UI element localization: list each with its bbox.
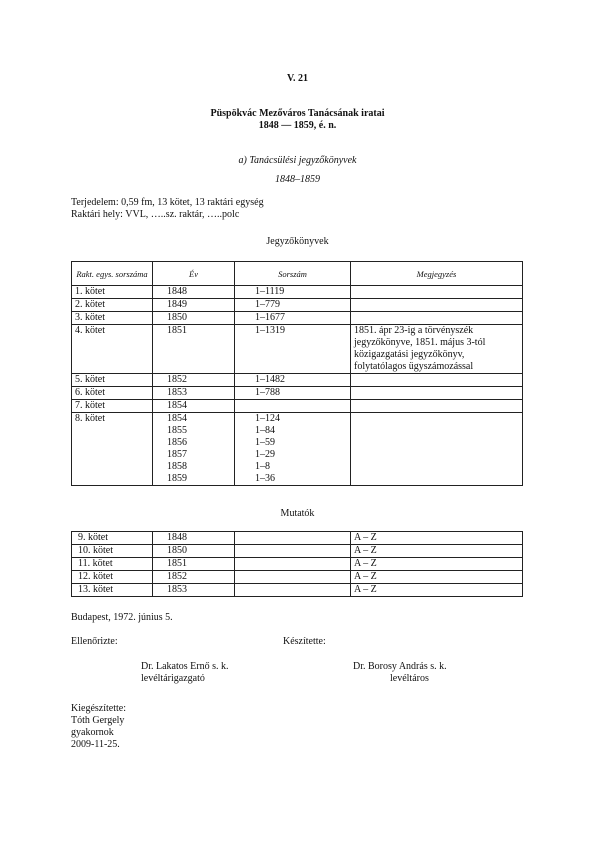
number-value: 1–59 bbox=[255, 437, 275, 448]
checker-name: Dr. Lakatos Ernő s. k. bbox=[141, 661, 229, 672]
extent-line: Terjedelem: 0,59 fm, 13 kötet, 13 raktári egység bbox=[71, 197, 264, 208]
note-cell: A – Z bbox=[351, 571, 523, 584]
year-cell bbox=[153, 400, 235, 413]
number-value: 1–8 bbox=[255, 461, 270, 472]
number-value: 1–779 bbox=[255, 299, 280, 310]
number-value: 1–1677 bbox=[255, 312, 285, 323]
number-value: 1–84 bbox=[255, 425, 275, 436]
note-cell bbox=[351, 374, 523, 387]
table-row bbox=[72, 532, 523, 545]
number-cell bbox=[235, 387, 351, 400]
number-cell bbox=[235, 400, 351, 413]
number-cell bbox=[235, 325, 351, 374]
table-row bbox=[72, 413, 523, 486]
table-row bbox=[72, 325, 523, 374]
unit-cell: 8. kötet bbox=[72, 413, 153, 486]
unit-cell: 12. kötet bbox=[72, 571, 153, 584]
number-value: 1–1482 bbox=[255, 374, 285, 385]
column-header-note: Megjegyzés bbox=[351, 262, 523, 286]
number-value: 1–36 bbox=[255, 473, 275, 484]
document-date-range: 1848 — 1859, é. n. bbox=[258, 120, 337, 131]
table-row bbox=[72, 545, 523, 558]
column-header-year: Év bbox=[153, 262, 235, 286]
minutes-heading: Jegyzőkönyvek bbox=[266, 236, 329, 247]
year-value: 1854 bbox=[167, 413, 187, 424]
year-cell bbox=[153, 299, 235, 312]
year-cell: 1851 bbox=[153, 558, 235, 571]
unit-cell: 6. kötet bbox=[72, 387, 153, 400]
table-row bbox=[72, 400, 523, 413]
supplemented-label: Kiegészítette: bbox=[71, 703, 126, 714]
unit-cell: 11. kötet bbox=[72, 558, 153, 571]
number-cell bbox=[235, 299, 351, 312]
number-cell bbox=[235, 558, 351, 571]
year-value: 1853 bbox=[167, 387, 187, 398]
note-cell: 1851. ápr 23-ig a törvényszék jegyzőkönyve, 1851. május 3-tól közigazgatási jegyzőkönyv, folytatólagos ügyszámozással bbox=[351, 325, 523, 374]
year-value: 1859 bbox=[167, 473, 187, 484]
year-cell bbox=[153, 387, 235, 400]
table-row bbox=[72, 571, 523, 584]
note-cell: A – Z bbox=[351, 558, 523, 571]
year-cell: 1853 bbox=[153, 584, 235, 597]
number-cell bbox=[235, 374, 351, 387]
table-row bbox=[72, 374, 523, 387]
note-cell: A – Z bbox=[351, 545, 523, 558]
unit-cell: 5. kötet bbox=[72, 374, 153, 387]
checked-label: Ellenőrizte: bbox=[71, 636, 118, 647]
number-cell bbox=[235, 545, 351, 558]
number-cell bbox=[235, 571, 351, 584]
unit-cell: 1. kötet bbox=[72, 286, 153, 299]
year-value: 1850 bbox=[167, 312, 187, 323]
indexes-table bbox=[71, 531, 523, 597]
year-value: 1849 bbox=[167, 299, 187, 310]
checker-role: levéltárigazgató bbox=[141, 673, 205, 684]
number-cell bbox=[235, 286, 351, 299]
table-row bbox=[72, 312, 523, 325]
table-row bbox=[72, 387, 523, 400]
table-row bbox=[72, 286, 523, 299]
minutes-header-row bbox=[72, 262, 523, 286]
year-cell: 1850 bbox=[153, 545, 235, 558]
document-title: Püspökvác Mezőváros Tanácsának iratai bbox=[210, 108, 385, 119]
section-years: 1848–1859 bbox=[275, 174, 320, 185]
note-cell bbox=[351, 299, 523, 312]
table-row bbox=[72, 584, 523, 597]
year-value: 1858 bbox=[167, 461, 187, 472]
number-value: 1–124 bbox=[255, 413, 280, 424]
year-cell bbox=[153, 286, 235, 299]
preparer-name: Dr. Borosy András s. k. bbox=[353, 661, 447, 672]
unit-cell: 3. kötet bbox=[72, 312, 153, 325]
number-value: 1–29 bbox=[255, 449, 275, 460]
year-cell bbox=[153, 325, 235, 374]
preparer-role: levéltáros bbox=[390, 673, 429, 684]
number-value: 1–1319 bbox=[255, 325, 285, 336]
column-header-number: Sorszám bbox=[235, 262, 351, 286]
note-cell bbox=[351, 387, 523, 400]
unit-cell: 13. kötet bbox=[72, 584, 153, 597]
note-cell bbox=[351, 400, 523, 413]
section-title: a) Tanácsülési jegyzőkönyvek bbox=[238, 155, 357, 166]
unit-cell: 7. kötet bbox=[72, 400, 153, 413]
note-cell bbox=[351, 413, 523, 486]
note-cell: A – Z bbox=[351, 532, 523, 545]
number-value: 1–1119 bbox=[255, 286, 285, 297]
year-value: 1857 bbox=[167, 449, 187, 460]
prepared-label: Készítette: bbox=[283, 636, 326, 647]
number-value: 1–788 bbox=[255, 387, 280, 398]
note-cell bbox=[351, 312, 523, 325]
year-value: 1856 bbox=[167, 437, 187, 448]
supplementer-name: Tóth Gergely bbox=[71, 715, 125, 726]
number-cell bbox=[235, 413, 351, 486]
year-cell bbox=[153, 413, 235, 486]
table-row bbox=[72, 299, 523, 312]
year-cell: 1848 bbox=[153, 532, 235, 545]
year-value: 1848 bbox=[167, 286, 187, 297]
place-date: Budapest, 1972. június 5. bbox=[71, 612, 173, 623]
column-header-unit: Rakt. egys. sorszáma bbox=[72, 262, 153, 286]
year-value: 1852 bbox=[167, 374, 187, 385]
unit-cell: 4. kötet bbox=[72, 325, 153, 374]
year-cell bbox=[153, 374, 235, 387]
supplementer-role: gyakornok bbox=[71, 727, 114, 738]
year-value: 1851 bbox=[167, 325, 187, 336]
table-row bbox=[72, 558, 523, 571]
note-cell: A – Z bbox=[351, 584, 523, 597]
number-cell bbox=[235, 312, 351, 325]
unit-cell: 10. kötet bbox=[72, 545, 153, 558]
indexes-heading: Mutatók bbox=[280, 508, 315, 519]
note-cell bbox=[351, 286, 523, 299]
year-cell: 1852 bbox=[153, 571, 235, 584]
unit-cell: 2. kötet bbox=[72, 299, 153, 312]
year-value: 1855 bbox=[167, 425, 187, 436]
number-cell bbox=[235, 584, 351, 597]
year-value: 1854 bbox=[167, 400, 187, 411]
location-line: Raktári hely: VVL, …..sz. raktár, …..polc bbox=[71, 209, 240, 220]
document-code: V. 21 bbox=[287, 73, 308, 84]
number-cell bbox=[235, 532, 351, 545]
supplement-date: 2009-11-25. bbox=[71, 739, 120, 750]
minutes-table bbox=[71, 261, 523, 486]
year-cell bbox=[153, 312, 235, 325]
unit-cell: 9. kötet bbox=[72, 532, 153, 545]
